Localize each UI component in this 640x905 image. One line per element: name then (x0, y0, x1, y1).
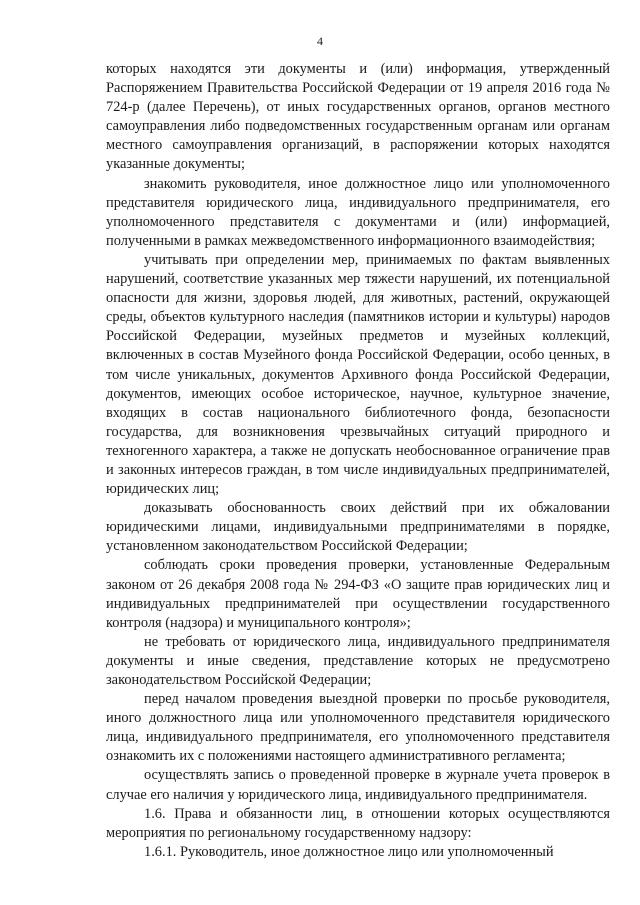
paragraph-continuation: которых находятся эти документы и (или) информация, утвержденный Распоряжением Правительства Российской Федерации от 19 апреля 2016 года № 724-р (далее Перечень), от иных государственных органов, органов местного самоуправления либо подведомственных государственным органам или органам местного самоуправления организаций, в распоряжении которых находятся указанные документы; (106, 61, 610, 173)
paragraph-consider-measures: учитывать при определении мер, принимаемых по фактам выявленных нарушений, соответствие указанных мер тяжести нарушений, их потенциальной опасности для жизни, здоровья людей, для животных, растений, окружающей среды, объектов культурного наследия (памятников истории и культуры) народов Российской Федерации, музейных предметов и музейных коллекций, включенных в состав Музейного фонда Российской Федерации, особо ценных, в том числе уникальных, документов Архивного фонда Российской Федерации, документов, имеющих особое историческое, научное, культурное значение, входящих в состав национального библиотечного фонда, безопасности государства, для возникновения чрезвычайных ситуаций природного и техногенного характера, а также не допускать необоснованное ограничение прав и законных интересов граждан, в том числе индивидуальных предпринимателей, юридических лиц; (106, 251, 610, 498)
paragraph-prove-validity: доказывать обоснованность своих действий при их обжаловании юридическими лицами, индивидуальными предпринимателями в порядке, установленном законодательством Российской Федерации; (106, 500, 610, 555)
paragraph-section-1-6: 1.6. Права и обязанности лиц, в отношении которых осуществляются мероприятия по региональному государственному надзору: (106, 805, 610, 841)
paragraph-journal-record: осуществлять запись о проведенной проверке в журнале учета проверок в случае его наличия у юридического лица, индивидуального предпринимателя. (106, 767, 610, 803)
paragraph-observe-deadlines: соблюдать сроки проведения проверки, установленные Федеральным законом от 26 декабря 2008 года № 294-ФЗ «О защите прав юридических лиц и индивидуальных предпринимателей при осуществлении государственного контроля (надзора) и муниципального контроля»; (106, 557, 610, 631)
paragraph-section-1-6-1: 1.6.1. Руководитель, иное должностное лицо или уполномоченный (144, 843, 554, 860)
page-number: 4 (317, 34, 323, 48)
paragraph-familiarize-regulation: перед началом проведения выездной проверки по просьбе руководителя, иного должностного лица или уполномоченного представителя юридического лица, индивидуального предпринимателя, его уполномоченного представителя ознакомить их с положениями настоящего административного регламента; (106, 691, 610, 765)
paragraph-no-extra-documents: не требовать от юридического лица, индивидуального предпринимателя документы и иные сведения, представление которых не предусмотрено законодательством Российской Федерации; (106, 633, 610, 688)
document-body (106, 60, 610, 862)
paragraph-familiarize: знакомить руководителя, иное должностное лицо или уполномоченного представителя юридического лица, индивидуального предпринимателя, его уполномоченного представителя с документами и (или) информацией, полученными в рамках межведомственного информационного взаимодействия; (106, 175, 610, 249)
